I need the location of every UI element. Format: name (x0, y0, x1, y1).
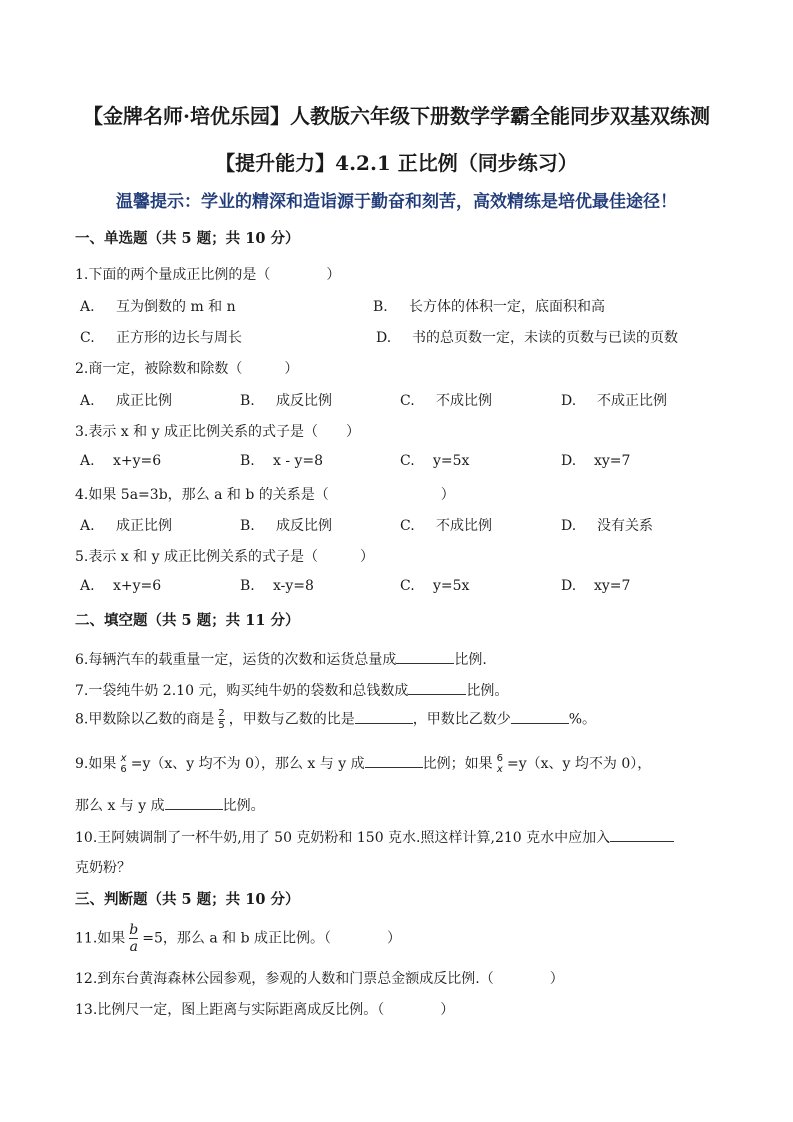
question-3-option-c (400, 453, 469, 469)
section-heading-fill-blank: 二、填空题（共 5 题；共 11 分） (75, 612, 300, 629)
document-title: 【金牌名师·培优乐园】人教版六年级下册数学学霸全能同步双基双练测 (83, 104, 710, 128)
option-text: 不成比例 (436, 393, 492, 409)
answer-blank[interactable] (511, 711, 569, 724)
question-2-option-c (400, 390, 492, 410)
question-text: =y（x、y 均不为 0），那么 x 与 y 成 (130, 756, 365, 772)
question-3-option-a (80, 453, 161, 469)
option-text: xy=7 (594, 453, 631, 469)
option-text: 互为倒数的 m 和 n (116, 299, 236, 315)
option-label: D. (376, 330, 392, 346)
question-3-stem: 3.表示 x 和 y 成正比例关系的式子是（ ） (75, 424, 360, 440)
question-2-option-a (80, 390, 172, 410)
option-text: x+y=6 (113, 578, 162, 594)
option-text: y=5x (433, 578, 470, 594)
option-label: C. (80, 330, 95, 346)
question-1-stem: 1.下面的两个量成正比例的是（ ） (75, 267, 341, 283)
option-label: A. (80, 578, 95, 594)
tip-banner: 温馨提示：学业的精深和造诣源于勤奋和刻苦，高效精练是培优最佳途径！ (116, 192, 677, 212)
option-label: A. (80, 453, 95, 469)
option-label: B. (240, 393, 255, 409)
option-label: B. (240, 453, 255, 469)
option-label: C. (400, 578, 415, 594)
question-5-option-b (240, 578, 314, 594)
option-label: C. (400, 453, 415, 469)
document-subtitle: 【提升能力】4.2.1 正比例（同步练习） (215, 151, 578, 175)
option-text: y=5x (433, 453, 470, 469)
answer-blank[interactable] (365, 755, 423, 768)
option-text: 长方体的体积一定，底面积和高 (409, 299, 605, 315)
question-5-option-a (80, 578, 161, 594)
option-text: 不成正比例 (597, 393, 667, 409)
question-text: 11.如果 (75, 930, 126, 947)
question-text: 7.一袋纯牛奶 2.10 元，购买纯牛奶的袋数和总钱数成 (75, 683, 409, 699)
answer-blank[interactable] (408, 682, 466, 695)
option-label: D. (561, 393, 577, 409)
question-10-line1 (75, 827, 674, 847)
option-text: x-y=8 (273, 578, 314, 594)
section-heading-judgement: 三、判断题（共 5 题；共 10 分） (75, 891, 300, 908)
option-label: B. (240, 578, 255, 594)
numerator: 2 (218, 708, 225, 719)
option-label: C. (400, 518, 415, 534)
question-2-option-d (561, 390, 667, 410)
option-text: 成反比例 (276, 518, 332, 534)
option-label: C. (400, 393, 415, 409)
option-text: 正方形的边长与周长 (116, 330, 242, 346)
option-label: D. (561, 578, 577, 594)
question-4-option-a (80, 515, 172, 535)
question-text: %。 (568, 711, 597, 728)
option-label: A. (80, 299, 95, 315)
question-11 (75, 922, 401, 955)
question-7 (75, 680, 508, 700)
option-label: B. (373, 299, 388, 315)
question-text: 10.王阿姨调制了一杯牛奶,用了 50 克奶粉和 150 克水.照这样计算,210 克水中应加入 (75, 830, 611, 846)
option-text: xy=7 (594, 578, 631, 594)
question-5-stem: 5.表示 x 和 y 成正比例关系的式子是（ ） (75, 549, 374, 565)
answer-blank[interactable] (610, 829, 674, 842)
option-label: D. (561, 518, 577, 534)
question-4-option-b (240, 515, 332, 535)
question-text: 比例。 (466, 683, 509, 699)
option-label: D. (561, 453, 577, 469)
question-3-option-b (240, 453, 323, 469)
question-1-option-b (373, 296, 605, 316)
numerator: x (120, 753, 127, 764)
question-4-option-d (561, 515, 653, 535)
denominator: a (129, 939, 138, 955)
option-text: x+y=6 (113, 453, 162, 469)
option-text: 成反比例 (276, 393, 332, 409)
fraction (120, 753, 126, 775)
option-text: 成正比例 (116, 393, 172, 409)
question-13: 13.比例尺一定，图上距离与实际距离成反比例。（ ） (75, 1002, 455, 1018)
denominator: 5 (218, 720, 225, 731)
section-heading-single-choice: 一、单选题（共 5 题；共 10 分） (75, 230, 300, 247)
numerator: 6 (496, 753, 503, 764)
fraction (497, 753, 503, 775)
question-5-option-c (400, 578, 469, 594)
question-9-line2 (75, 795, 265, 815)
question-4-option-c (400, 515, 492, 535)
option-label: A. (80, 393, 95, 409)
question-text: =5，那么 a 和 b 成正比例。（ ） (142, 930, 401, 947)
option-text: x - y=8 (273, 453, 324, 469)
question-4-stem: 4.如果 5a=3b，那么 a 和 b 的关系是（ ） (75, 487, 455, 503)
question-2-stem: 2.商一定，被除数和除数（ ） (75, 361, 299, 377)
question-text: 6.每辆汽车的载重量一定，运货的次数和运货总量成 (75, 652, 397, 668)
option-text: 成正比例 (116, 518, 172, 534)
answer-blank[interactable] (396, 651, 454, 664)
numerator: b (129, 922, 139, 938)
question-text: ，甲数比乙数少 (412, 711, 511, 728)
question-text: 比例. (454, 652, 487, 668)
question-2-option-b (240, 390, 332, 410)
fraction (129, 922, 138, 955)
question-1-option-c (80, 327, 242, 347)
answer-blank[interactable] (165, 797, 223, 810)
question-1-option-d (376, 327, 678, 347)
question-text: 9.如果 (75, 756, 117, 772)
question-text: 那么 x 与 y 成 (75, 798, 165, 814)
option-text: 书的总页数一定，未读的页数与已读的页数 (412, 330, 678, 346)
question-1-option-a (80, 296, 236, 316)
option-text: 不成比例 (436, 518, 492, 534)
question-8 (75, 708, 596, 731)
question-6 (75, 649, 487, 669)
denominator: x (496, 764, 503, 775)
answer-blank[interactable] (355, 711, 413, 724)
question-9-line1 (75, 753, 651, 775)
question-text: =y（x、y 均不为 0）， (506, 756, 652, 772)
option-label: B. (240, 518, 255, 534)
fraction (218, 708, 224, 731)
question-text: 比例。 (222, 798, 265, 814)
option-label: A. (80, 518, 95, 534)
question-3-option-d (561, 453, 630, 469)
question-5-option-d (561, 578, 630, 594)
question-10-line2: 克奶粉？ (75, 860, 131, 876)
question-text: 比例；如果 (422, 756, 493, 772)
question-text: 8.甲数除以乙数的商是 (75, 711, 215, 728)
question-12: 12.到东台黄海森林公园参观，参观的人数和门票总金额成反比例.（ ） (75, 971, 564, 987)
option-text: 没有关系 (597, 518, 653, 534)
denominator: 6 (120, 764, 127, 775)
question-text: ，甲数与乙数的比是 (228, 711, 355, 728)
